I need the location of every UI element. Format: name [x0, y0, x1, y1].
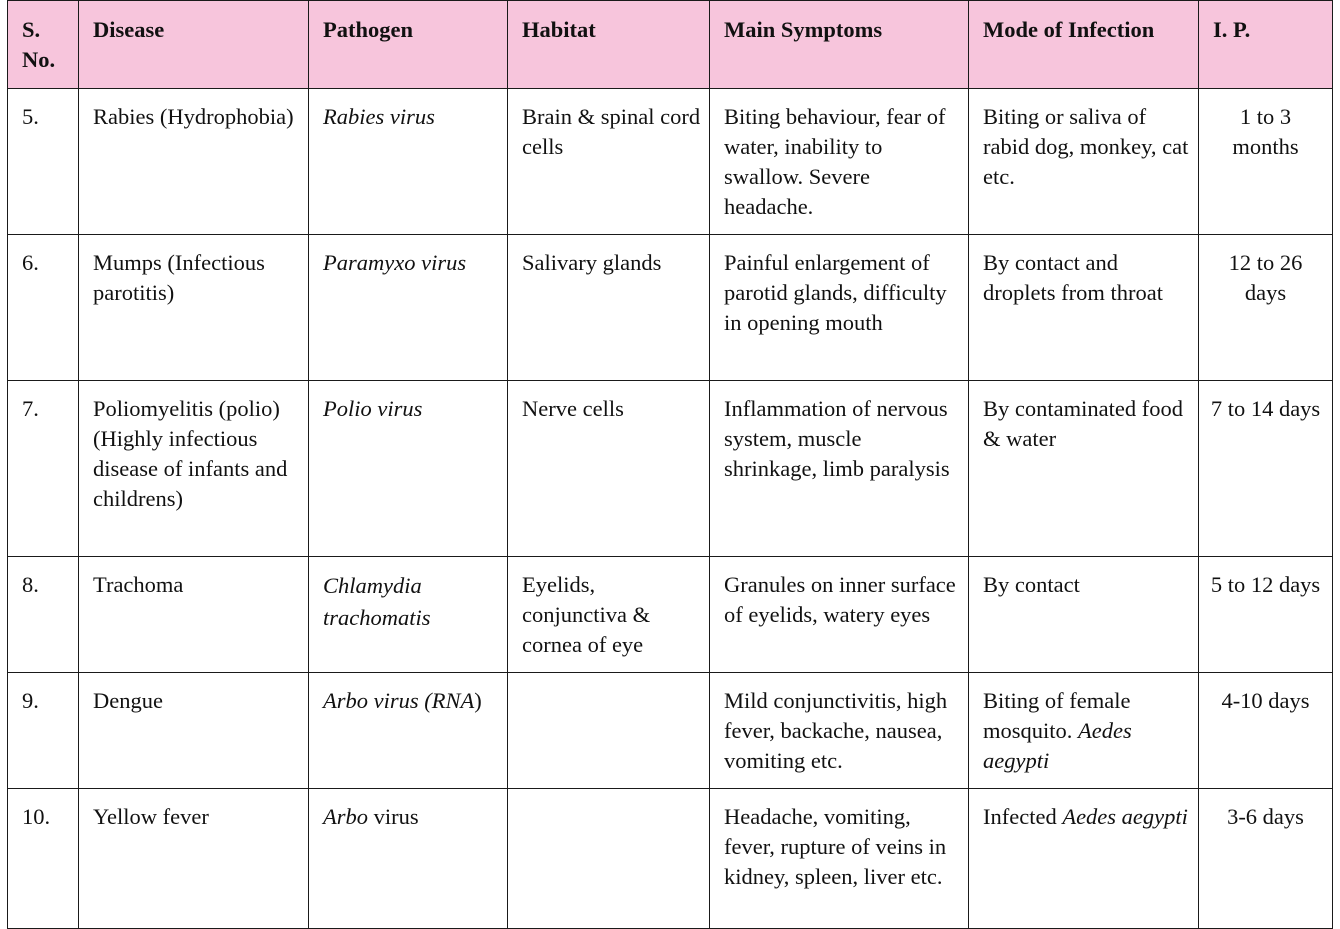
cell-symptoms: Headache, vomiting, fever, rupture of veins in kidney, spleen, liver etc.	[710, 789, 969, 929]
cell-mode: By contact and droplets from throat	[969, 235, 1199, 381]
cell-mode: Biting or saliva of rabid dog, monkey, cat etc.	[969, 89, 1199, 235]
cell-mode: By contact	[969, 557, 1199, 673]
cell-pathogen: Rabies virus	[309, 89, 508, 235]
pathogen-suffix: virus	[368, 804, 419, 829]
table-row	[8, 673, 1333, 789]
disease-table	[7, 0, 1333, 929]
cell-disease: Dengue	[79, 673, 309, 789]
cell-habitat	[508, 789, 710, 929]
mode-prefix: Biting of female mosquito.	[983, 688, 1131, 743]
cell-symptoms: Painful enlargement of parotid glands, difficulty in opening mouth	[710, 235, 969, 381]
cell-ip: 4-10 days	[1199, 673, 1333, 789]
cell-mode	[969, 673, 1199, 789]
header-pathogen: Pathogen	[309, 1, 508, 89]
cell-disease: Rabies (Hydrophobia)	[79, 89, 309, 235]
table-row	[8, 557, 1333, 673]
cell-habitat	[508, 673, 710, 789]
cell-ip: 12 to 26 days	[1199, 235, 1333, 381]
header-disease: Disease	[79, 1, 309, 89]
cell-habitat: Brain & spinal cord cells	[508, 89, 710, 235]
header-ip: I. P.	[1199, 1, 1333, 89]
cell-sno: 5.	[8, 89, 79, 235]
cell-symptoms: Granules on inner surface of eyelids, watery eyes	[710, 557, 969, 673]
cell-ip: 7 to 14 days	[1199, 381, 1333, 557]
cell-pathogen: Paramyxo virus	[309, 235, 508, 381]
header-row	[8, 1, 1333, 89]
cell-pathogen	[309, 789, 508, 929]
cell-habitat: Eyelids, conjunctiva & cornea of eye	[508, 557, 710, 673]
cell-sno: 9.	[8, 673, 79, 789]
cell-disease: Yellow fever	[79, 789, 309, 929]
header-habitat: Habitat	[508, 1, 710, 89]
cell-mode: By contaminated food & water	[969, 381, 1199, 557]
cell-sno: 7.	[8, 381, 79, 557]
header-mode: Mode of Infection	[969, 1, 1199, 89]
cell-sno: 10.	[8, 789, 79, 929]
cell-disease: Poliomyelitis (polio) (Highly infectious disease of infants and childrens)	[79, 381, 309, 557]
header-symptoms: Main Symptoms	[710, 1, 969, 89]
pathogen-italic: Arbo virus (RNA	[323, 688, 475, 713]
table-row	[8, 381, 1333, 557]
table-row	[8, 789, 1333, 929]
cell-sno: 6.	[8, 235, 79, 381]
cell-symptoms: Inflammation of nervous system, muscle shrinkage, limb paralysis	[710, 381, 969, 557]
cell-ip: 1 to 3 months	[1199, 89, 1333, 235]
mode-italic: Aedes aegypti	[983, 718, 1132, 773]
cell-habitat: Nerve cells	[508, 381, 710, 557]
cell-disease: Mumps (Infectious parotitis)	[79, 235, 309, 381]
mode-prefix: Infected	[983, 804, 1057, 829]
header-sno: S. No.	[8, 1, 79, 89]
cell-symptoms: Biting behaviour, fear of water, inability to swallow. Severe headache.	[710, 89, 969, 235]
cell-ip: 3-6 days	[1199, 789, 1333, 929]
table-row	[8, 89, 1333, 235]
table-row	[8, 235, 1333, 381]
cell-pathogen	[309, 673, 508, 789]
mode-italic: Aedes aegypti	[1062, 804, 1188, 829]
cell-disease: Trachoma	[79, 557, 309, 673]
cell-symptoms: Mild conjunctivitis, high fever, backache, nausea, vomiting etc.	[710, 673, 969, 789]
cell-sno: 8.	[8, 557, 79, 673]
pathogen-italic: Arbo	[323, 804, 368, 829]
cell-habitat: Salivary glands	[508, 235, 710, 381]
cell-ip: 5 to 12 days	[1199, 557, 1333, 673]
cell-mode	[969, 789, 1199, 929]
cell-pathogen: Chlamydia trachomatis	[309, 557, 508, 673]
cell-pathogen: Polio virus	[309, 381, 508, 557]
pathogen-suffix: )	[474, 688, 482, 713]
